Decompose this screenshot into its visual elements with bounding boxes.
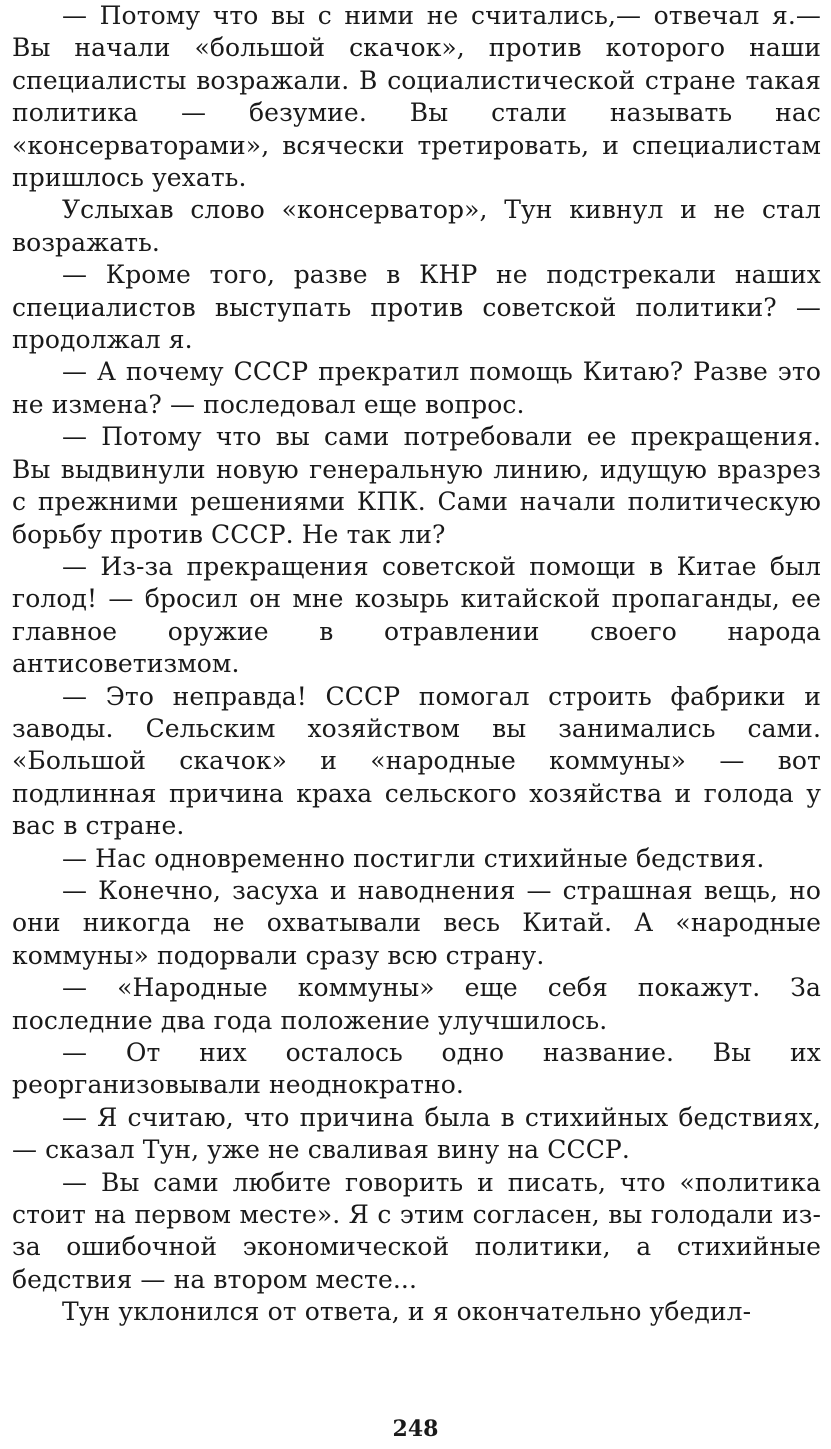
paragraph-5: — Потому что вы сами потребовали ее прекращения. Вы выдвинули новую генеральную линию, идущую вразрез с прежними решениями КПК. Сами начали политическую борьбу против СССР. Не так ли? xyxy=(12,422,821,549)
paragraph-12: — Я считаю, что причина была в стихийных бедствиях,— сказал Тун, уже не сваливая вину на СССР. xyxy=(12,1102,821,1165)
paragraph-10: — «Народные коммуны» еще себя покажут. За последние два года положение улучшилось. xyxy=(12,973,821,1035)
paragraph-2: Услыхав слово «консерватор», Тун кивнул и не стал возражать. xyxy=(12,195,821,257)
paragraph-11: — От них осталось одно название. Вы их реорганизовывали неоднократно. xyxy=(12,1038,821,1100)
paragraph-6: — Из-за прекращения советской помощи в Китае был голод! — бросил он мне козырь китайской пропаганды, ее главное оружие в отравлении своего народа антисоветизмом. xyxy=(12,551,821,679)
body-text xyxy=(12,0,821,1329)
paragraph-14: Тун уклонился от ответа, и я окончательно убедил- xyxy=(62,1297,752,1327)
paragraph-3: — Кроме того, разве в КНР не подстрекали наших специалистов выступать против советской политики? — продолжал я. xyxy=(12,260,821,355)
paragraph-7: — Это неправда! СССР помогал строить фабрики и заводы. Сельским хозяйством вы занимались сами. «Большой скачок» и «народные коммуны» — вот подлинная причина краха сельского хозяйства и голода у вас в стране. xyxy=(12,681,821,841)
paragraph-9: — Конечно, засуха и наводнения — страшная вещь, но они никогда не охватывали весь Китай. А «народные коммуны» подорвали сразу всю страну. xyxy=(12,875,821,970)
paragraph-13: — Вы сами любите говорить и писать, что «политика стоит на первом месте». Я с этим согласен, вы голодали из-за ошибочной экономической политики, а стихийные бедствия — на втором месте... xyxy=(12,1167,821,1294)
paragraph-8: — Нас одновременно постигли стихийные бедствия. xyxy=(62,843,765,873)
paragraph-4: — А почему СССР прекратил помощь Китаю? Разве это не измена? — последовал еще вопрос. xyxy=(12,357,821,419)
page-number: 248 xyxy=(392,1416,439,1442)
paragraph-1: — Потому что вы с ними не считались,— отвечал я.— Вы начали «большой скачок», против которого наши специалисты возражали. В социалистической стране такая политика — безумие. Вы стали называть нас «консерваторами», всячески третировать, и специалистам пришлось уехать. xyxy=(12,1,821,193)
